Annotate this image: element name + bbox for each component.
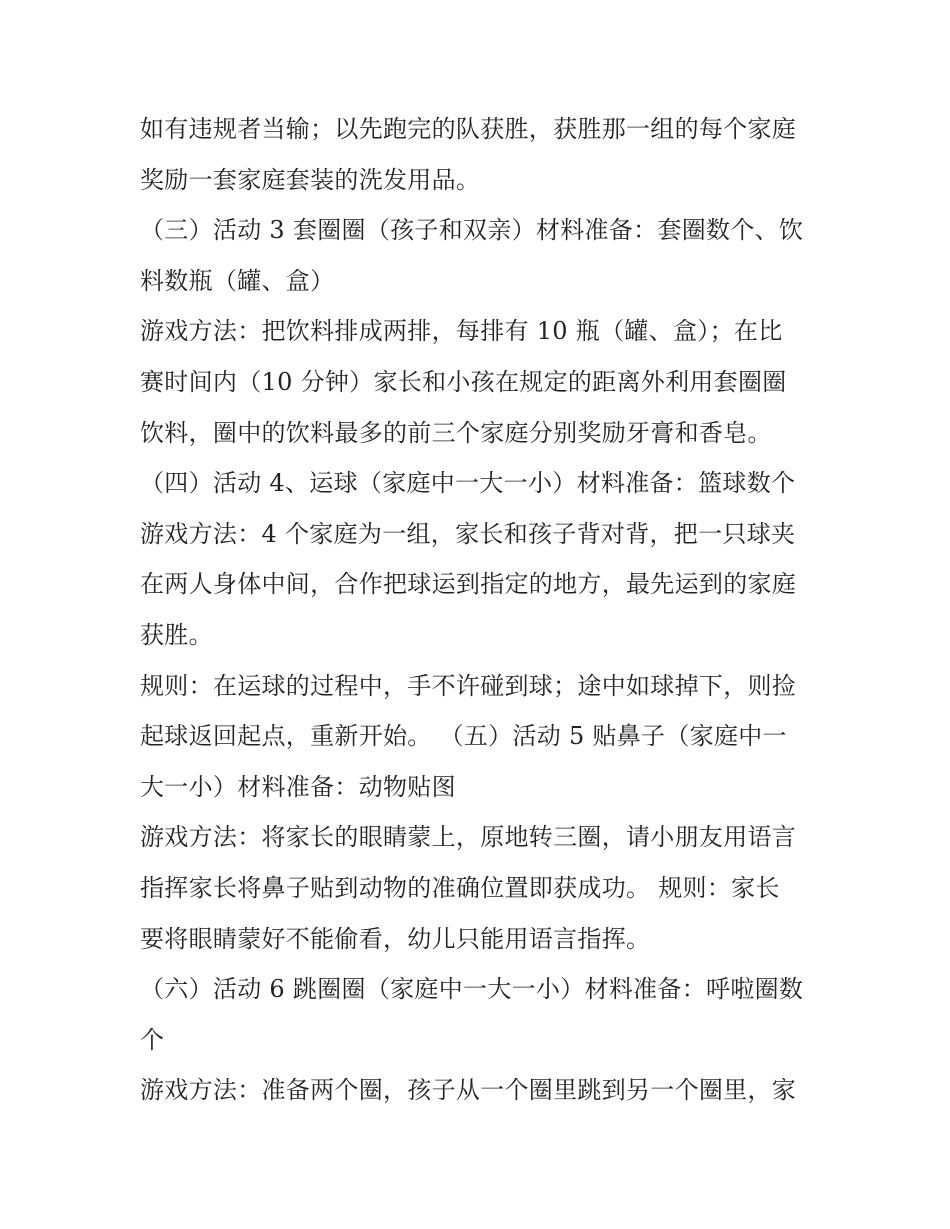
text-line: 个 <box>140 1025 165 1054</box>
text-line: 料数瓶（罐、盒） <box>140 266 335 295</box>
text-line: 获胜。 <box>140 620 213 649</box>
text-line: 游戏方法：准备两个圈，孩子从一个圈里跳到另一个圈里，家 <box>140 1076 797 1105</box>
text-line: 起球返回起点，重新开始。 （五）活动 5 贴鼻子（家庭中一 <box>140 722 787 751</box>
text-line: 赛时间内（10 分钟）家长和小孩在规定的距离外利用套圈圈 <box>140 367 787 396</box>
document-body <box>140 104 812 1116</box>
text-line: 要将眼睛蒙好不能偷看，幼儿只能用语言指挥。 <box>140 924 651 953</box>
text-line: 游戏方法：4 个家庭为一组，家长和孩子背对背，把一只球夹 <box>140 519 796 548</box>
text-line: 指挥家长将鼻子贴到动物的准确位置即获成功。 规则：家长 <box>140 873 780 902</box>
text-line: 规则：在运球的过程中，手不许碰到球；途中如球掉下，则捡 <box>140 671 797 700</box>
text-line: （四）活动 4、运球（家庭中一大一小）材料准备：篮球数个 <box>140 469 796 498</box>
text-line: （三）活动 3 套圈圈（孩子和双亲）材料准备：套圈数个、饮 <box>140 216 804 245</box>
text-line: 奖励一套家庭套装的洗发用品。 <box>140 165 481 194</box>
text-line: 游戏方法：把饮料排成两排，每排有 10 瓶（罐、盒）；在比 <box>140 317 783 346</box>
text-line: 游戏方法：将家长的眼睛蒙上，原地转三圈，请小朋友用语言 <box>140 823 797 852</box>
text-line: 饮料，圈中的饮料最多的前三个家庭分别奖励牙膏和香皂。 <box>140 418 772 447</box>
text-line: 在两人身体中间，合作把球运到指定的地方，最先运到的家庭 <box>140 570 797 599</box>
text-line: 如有违规者当输；以先跑完的队获胜，获胜那一组的每个家庭 <box>140 115 797 143</box>
text-line: （六）活动 6 跳圈圈（家庭中一大一小）材料准备：呼啦圈数 <box>140 975 804 1004</box>
text-line: 大一小）材料准备：动物贴图 <box>140 772 456 801</box>
